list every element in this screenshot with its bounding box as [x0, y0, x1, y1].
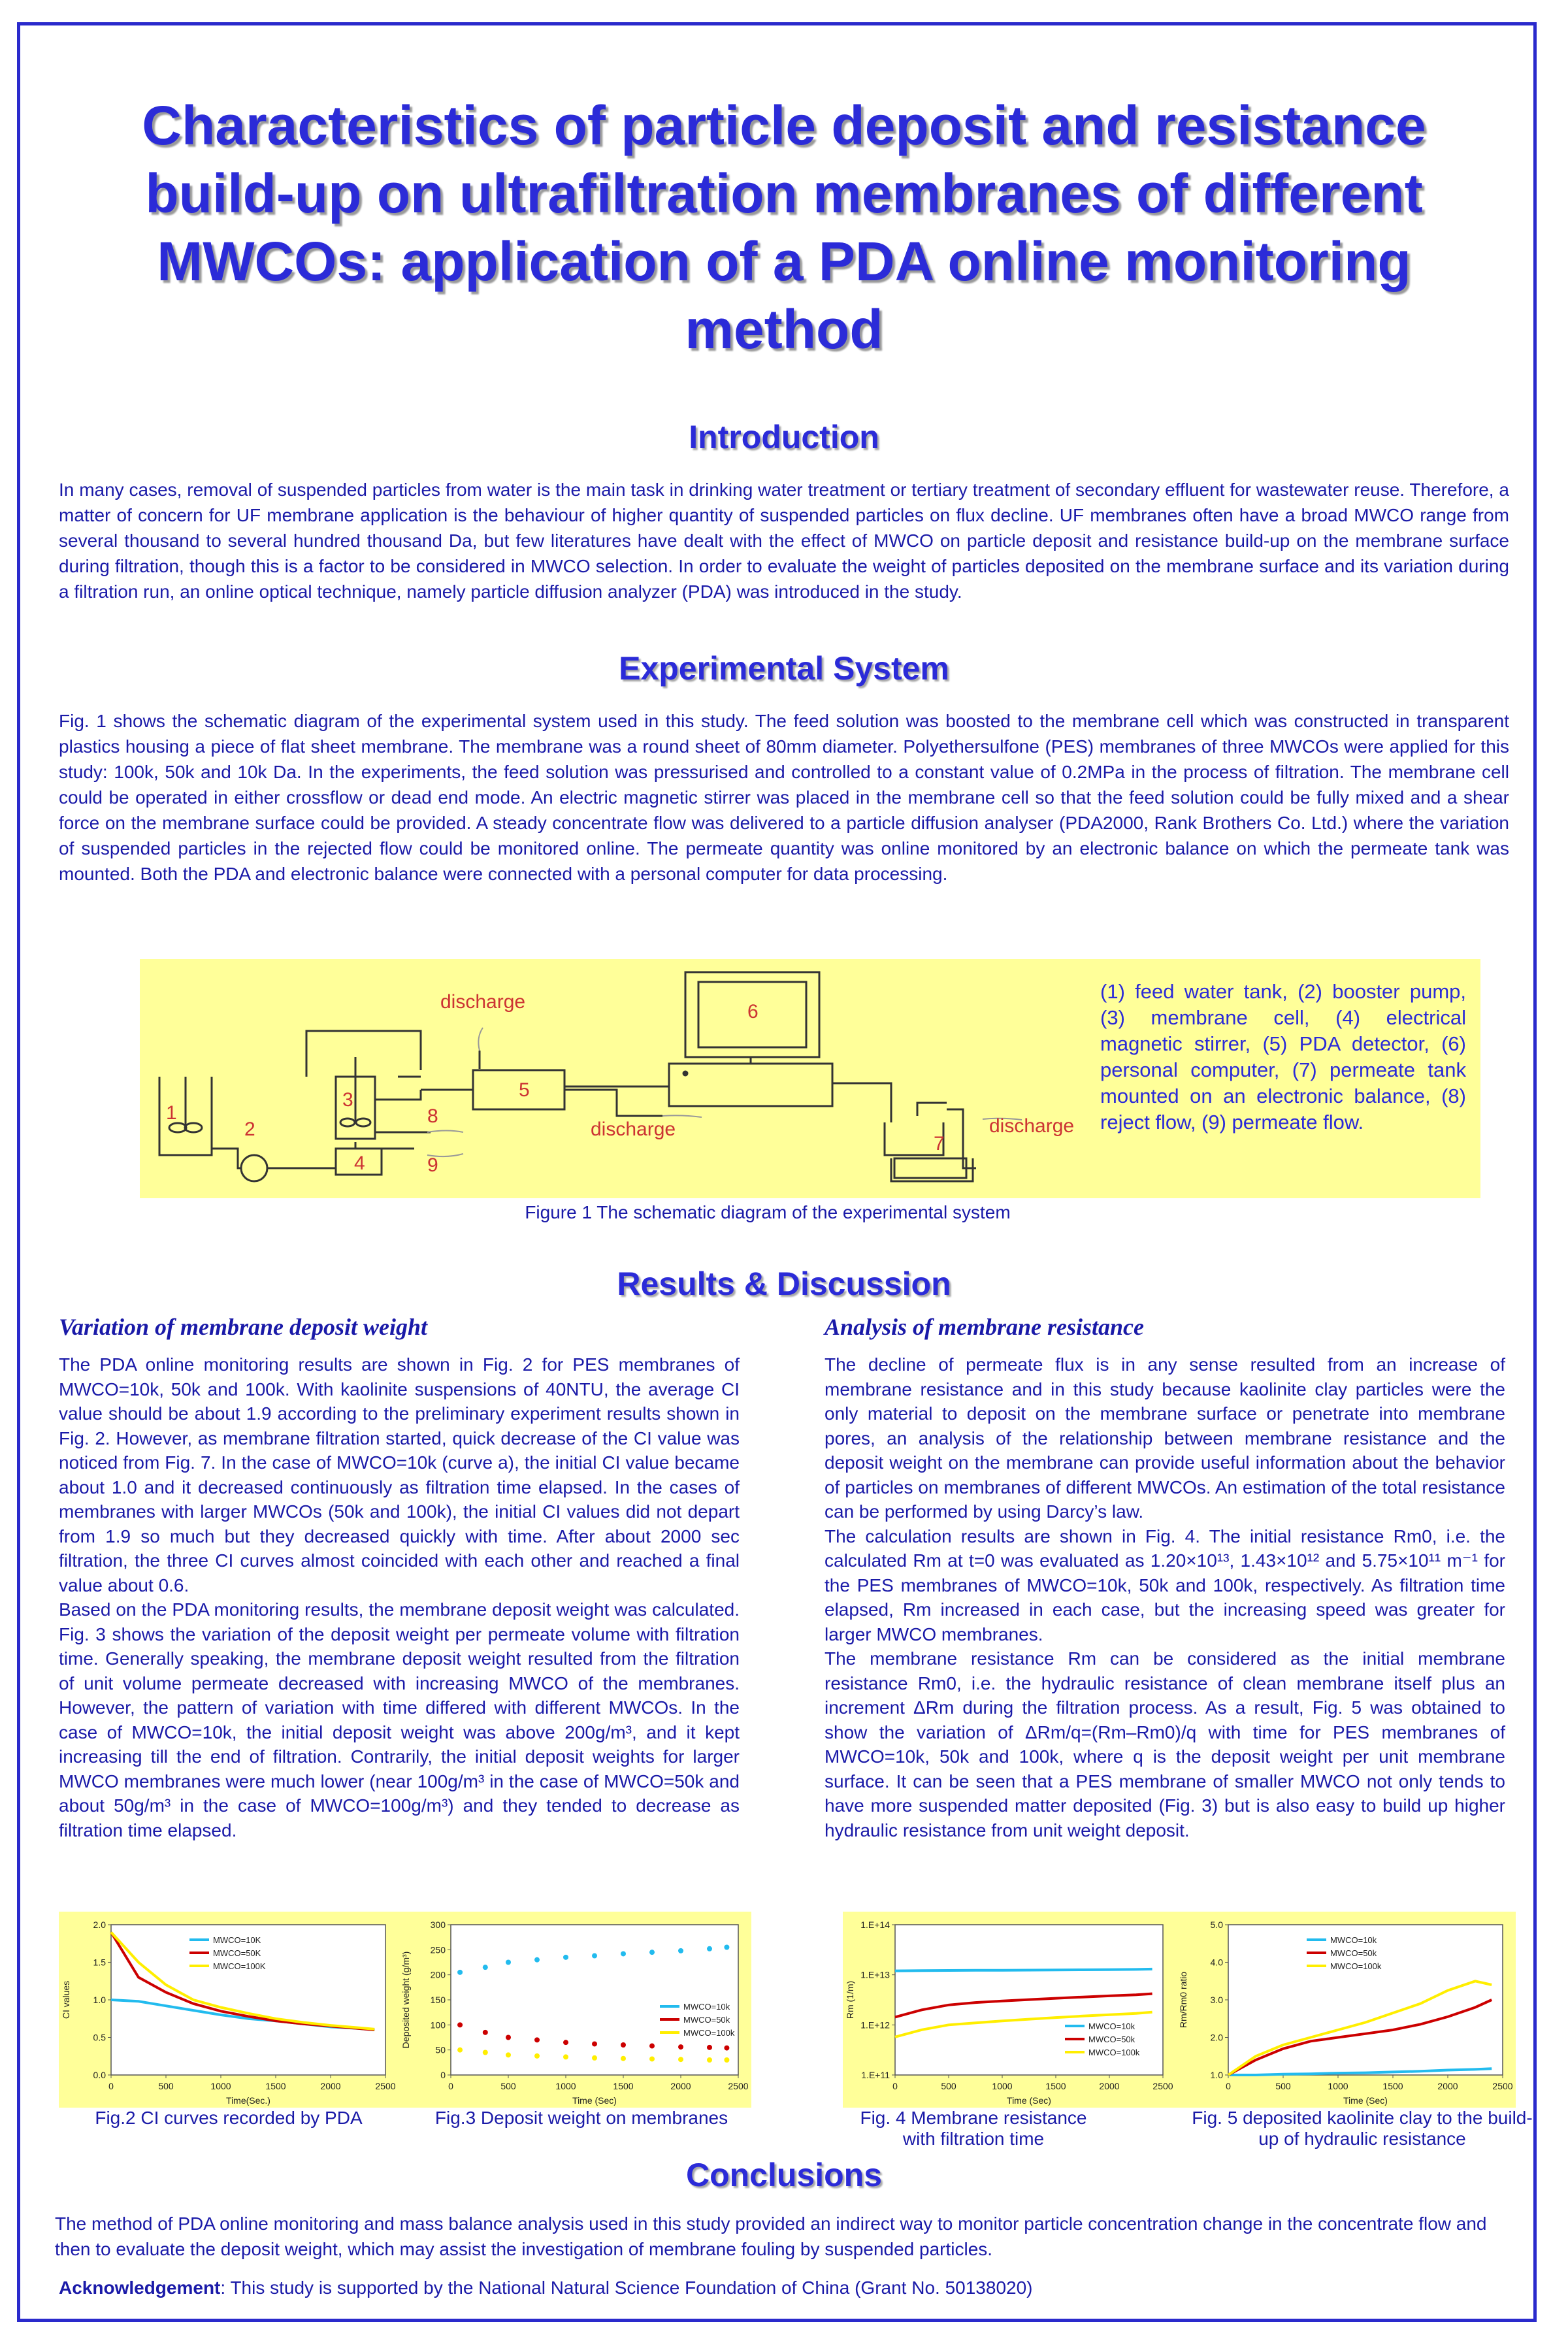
- data-point: [457, 2048, 463, 2053]
- data-point: [707, 2045, 712, 2050]
- x-tick-label: 0: [448, 2081, 453, 2091]
- x-axis-label: Time(Sec.): [226, 2095, 270, 2106]
- plot-area: [451, 1925, 738, 2075]
- y-tick-label: 3.0: [1210, 1995, 1223, 2005]
- y-tick-label: 2.0: [1210, 2032, 1223, 2043]
- fig5-caption: Fig. 5 deposited kaolinite clay to the build-up of hydraulic resistance: [1192, 2108, 1533, 2149]
- data-point: [592, 1953, 597, 1959]
- results-heading: Results & Discussion: [617, 1266, 951, 1302]
- y-tick-label: 1.E+14: [860, 1919, 890, 1930]
- left-text: The PDA online monitoring results are shown in Fig. 2 for PES membranes of MWCO=10k, 50k and 100k. With kaolinite suspensions of 40NTU, the average CI value should be about 1.9 according to the preliminary experiment results shown in Fig. 2. However, as membrane filtration started, quick decrease of the CI value was noticed from Fig. 7. In the case of MWCO=10k (curve a), the initial CI value became about 1.0 and it decreased continuously as filtration time elapsed. In the cases of membranes with larger MWCOs (50k and 100k), the initial CI values did not depart from 1.9 so much but they decreased quickly with time. After about 2000 sec filtration, the three CI curves almost coincided with each other and reached a final value about 0.6. Based on the PDA monitoring results, the membrane deposit weight was calculated. Fig. 3 shows the variation of the deposit weight per permeate volume with filtration time. Generally speaking, the membrane deposit weight resulted from the filtration of unit volume permeate decreased with increasing MWCO of the membranes. However, the pattern of variation with time differed with different MWCOs. In the case of MWCO=10k, the initial deposit weight was above 200g/m³, and it kept increasing till the end of filtration. Contrarily, the initial deposit weights for larger MWCO membranes were much lower (near 100g/m³ in the case of MWCO=50k and about 50g/m³ in the case of MWCO=100g/m³) and they tended to decrease as filtration time elapsed.: [59, 1354, 740, 1840]
- data-point: [483, 2030, 488, 2035]
- x-tick-label: 1000: [1328, 2081, 1348, 2091]
- legend-label: MWCO=10k: [683, 2002, 730, 2012]
- x-tick-label: 0: [108, 2081, 114, 2091]
- discharge-arrow-mid: [662, 1115, 702, 1117]
- data-point: [592, 2055, 597, 2061]
- x-tick-label: 2500: [728, 2081, 749, 2091]
- experimental-heading: Experimental System: [619, 650, 949, 687]
- y-tick-label: 100: [430, 2019, 446, 2031]
- introduction-text: In many cases, removal of suspended particles from water is the main task in drinking water treatment or tertiary treatment of secondary effluent for wastewater reuse. Therefore, a matter of concern for UF membrane application is the behaviour of higher quantity of suspended particles on flux decline. UF membranes often have a broad MWCO range from several thousand to several hundred thousand Da, but few literatures have dealt with the effect of MWCO on particle deposit and resistance build-up on the membrane surface during filtration, though this is a factor to be considered in MWCO selection. In order to evaluate the weight of particles deposited on the membrane surface and its variation during a filtration run, an online optical technique, namely particle diffusion analyzer (PDA) was introduced in the study.: [59, 480, 1509, 602]
- series-line: [895, 1969, 1152, 1971]
- left-subheading: Variation of membrane deposit weight: [59, 1314, 428, 1340]
- y-tick-label: 2.0: [93, 1919, 106, 1930]
- plot-area: [111, 1925, 385, 2075]
- figure1-panel: [140, 959, 1480, 1198]
- y-tick-label: 1.0: [93, 1995, 106, 2005]
- data-point: [678, 1948, 683, 1953]
- y-tick-label: 1.5: [93, 1957, 106, 1968]
- x-tick-label: 1000: [210, 2081, 231, 2091]
- acknowledgement-label: Acknowledgement: [59, 2278, 221, 2298]
- y-tick-label: 300: [430, 1919, 446, 1930]
- data-point: [483, 2050, 488, 2055]
- data-point: [678, 2044, 683, 2050]
- y-tick-label: 250: [430, 1944, 446, 1955]
- legend-label: MWCO=10K: [213, 1935, 261, 1945]
- x-axis-label: Time (Sec): [572, 2095, 617, 2106]
- discharge-right-label: discharge: [989, 1115, 1075, 1137]
- data-point: [592, 2041, 597, 2046]
- data-point: [563, 1955, 568, 1960]
- electronic-balance: [894, 1158, 966, 1178]
- data-point: [707, 2057, 712, 2063]
- data-point: [707, 1946, 712, 1952]
- y-axis-label: Rm/Rm0 ratio: [1178, 1971, 1188, 2029]
- legend-label: MWCO=50k: [683, 2015, 730, 2025]
- label-9: 9: [427, 1154, 438, 1176]
- y-tick-label: 150: [430, 1995, 446, 2005]
- data-point: [649, 2044, 655, 2049]
- label-5: 5: [519, 1079, 530, 1101]
- x-tick-label: 2000: [670, 2081, 691, 2091]
- data-point: [563, 2054, 568, 2059]
- legend-label: MWCO=100K: [213, 1961, 266, 1971]
- y-tick-label: 5.0: [1210, 1919, 1223, 1930]
- y-axis-label: CI values: [61, 1980, 71, 2019]
- x-tick-label: 2000: [1099, 2081, 1120, 2091]
- chart-fig5: [1176, 1912, 1516, 2108]
- y-tick-label: 0.0: [93, 2070, 106, 2080]
- x-tick-label: 500: [158, 2081, 174, 2091]
- acknowledgement: [59, 2275, 1496, 2300]
- y-tick-label: 1.E+11: [861, 2070, 890, 2080]
- data-point: [457, 2022, 463, 2027]
- x-axis-label: Time (Sec): [1343, 2095, 1388, 2106]
- x-tick-label: 1000: [555, 2081, 576, 2091]
- right-text: The decline of permeate flux is in any sense resulted from an increase of membrane resistance and in this study because kaolinite clay particles were the only material to deposit on the membrane surface or penetrate into membrane pores, an analysis of the relationship between membrane resistance and the deposit weight on the membrane can provide useful information about the behavior of particles on membranes of different MWCOs. An estimation of the total resistance can be performed by using Darcy’s law. The calculation results are shown in Fig. 4. The initial resistance Rm0, i.e. the calculated Rm at t=0 was evaluated as 1.20×10¹³, 1.43×10¹² and 5.75×10¹¹ m⁻¹ for the PES membranes of MWCO=10k, 50k and 100k, respectively. As filtration time elapsed, Rm increased in each case, but the increasing speed was greater for larger MWCO membranes. The membrane resistance Rm can be considered as the initial membrane resistance Rm0, i.e. the hydraulic resistance of clean membrane itself plus an increment ΔRm during the filtration process. As a result, Fig. 5 was obtained to show the variation of ΔRm/q=(Rm–Rm0)/q with time for PES membranes of MWCO=10k, 50k and 100k, where q is the deposit weight per unit membrane surface. It can be seen that a PES membrane of smaller MWCO not only tends to have more suspended matter deposited (Fig. 3) but is also easy to build up higher hydraulic resistance from unit weight deposit.: [825, 1354, 1505, 1840]
- x-tick-label: 500: [1275, 2081, 1291, 2091]
- acknowledgement-text: : This study is supported by the National Natural Science Foundation of China (Grant No. 50138020): [220, 2278, 1033, 2298]
- x-tick-label: 2500: [1492, 2081, 1513, 2091]
- data-point: [621, 1951, 626, 1956]
- discharge-arrow-top: [478, 1028, 483, 1051]
- fig4-caption: Fig. 4 Membrane resistance with filtration time: [860, 2108, 1087, 2149]
- right-subheading: Analysis of membrane resistance: [825, 1314, 1145, 1340]
- legend-label: MWCO=50K: [213, 1948, 261, 1958]
- data-point: [506, 2035, 511, 2040]
- x-tick-label: 2000: [320, 2081, 341, 2091]
- x-tick-label: 1500: [1382, 2081, 1403, 2091]
- data-point: [649, 2056, 655, 2061]
- label-3: 3: [342, 1089, 353, 1111]
- data-point: [534, 1957, 540, 1963]
- discharge-mid-label: discharge: [591, 1119, 676, 1140]
- label-1: 1: [166, 1102, 177, 1124]
- label-8: 8: [427, 1105, 438, 1127]
- conclusions-heading: Conclusions: [685, 2157, 883, 2193]
- x-tick-label: 2500: [375, 2081, 396, 2091]
- fig3-caption: Fig.3 Deposit weight on membranes: [434, 2108, 728, 2128]
- legend-label: MWCO=10k: [1088, 2021, 1135, 2031]
- x-tick-label: 500: [941, 2081, 956, 2091]
- fig2-caption: Fig.2 CI curves recorded by PDA: [95, 2108, 363, 2128]
- y-tick-label: 0: [440, 2070, 446, 2080]
- y-axis-label: Rm (1/m): [845, 1980, 855, 2019]
- x-tick-label: 2500: [1152, 2081, 1173, 2091]
- chart-fig3: [399, 1912, 751, 2108]
- data-point: [506, 2052, 511, 2057]
- conclusions-text: The method of PDA online monitoring and mass balance analysis used in this study provided an indirect way to monitor particle concentration change in the concentrate flow and then to evaluate the deposit weight, which may assist the investigation of membrane fouling by suspended particles.: [55, 2213, 1487, 2259]
- legend-label: MWCO=100k: [1330, 1961, 1382, 1971]
- x-tick-label: 0: [892, 2081, 898, 2091]
- data-point: [678, 2057, 683, 2062]
- data-point: [534, 2053, 540, 2059]
- data-point: [506, 1960, 511, 1965]
- x-tick-label: 500: [500, 2081, 516, 2091]
- legend-label: MWCO=100k: [683, 2028, 735, 2038]
- reject-flow-arrow: [427, 1131, 463, 1133]
- data-point: [457, 1970, 463, 1975]
- booster-pump: [241, 1155, 267, 1181]
- x-tick-label: 2000: [1437, 2081, 1458, 2091]
- label-2: 2: [244, 1119, 255, 1140]
- x-tick-label: 0: [1226, 2081, 1231, 2091]
- data-point: [724, 1945, 729, 1950]
- label-4: 4: [354, 1152, 365, 1174]
- experimental-text: Fig. 1 shows the schematic diagram of the experimental system used in this study. The feed solution was boosted to the membrane cell which was constructed in transparent plastics housing a piece of flat sheet membrane. The membrane was a round sheet of 80mm diameter. Polyethersulfone (PES) membranes of three MWCOs were applied for this study: 100k, 50k and 10k Da. In the experiments, the feed solution was pressurised and controlled to a constant value of 0.2MPa in the process of filtration. The membrane cell could be operated in either crossflow or dead end mode. An electric magnetic stirrer was placed in the membrane cell so that the feed solution could be fully mixed and a shear force on the membrane surface could be provided. A steady concentrate flow was delivered to a particle diffusion analyser (PDA2000, Rank Brothers Co. Ltd.) where the variation of suspended particles in the rejected flow could be monitored online. The permeate quantity was online monitored by an electronic balance on which the permeate tank was mounted. Both the PDA and electronic balance were connected with a personal computer for data processing.: [59, 711, 1509, 884]
- y-tick-label: 0.5: [93, 2032, 106, 2043]
- data-point: [621, 2056, 626, 2061]
- data-point: [649, 1950, 655, 1955]
- plot-area: [1228, 1925, 1503, 2075]
- charts-left-panel: [59, 1912, 751, 2108]
- y-tick-label: 1.E+12: [860, 2019, 890, 2031]
- x-tick-label: 1000: [992, 2081, 1013, 2091]
- x-axis-label: Time (Sec): [1007, 2095, 1051, 2106]
- y-tick-label: 50: [435, 2044, 446, 2055]
- label-7: 7: [934, 1133, 945, 1154]
- data-point: [724, 2057, 729, 2063]
- data-point: [534, 2037, 540, 2042]
- y-tick-label: 200: [430, 1969, 446, 1980]
- discharge-top-label: discharge: [440, 991, 526, 1013]
- legend-label: MWCO=10k: [1330, 1935, 1377, 1945]
- legend-label: MWCO=50k: [1330, 1948, 1377, 1958]
- legend-label: MWCO=50k: [1088, 2034, 1135, 2044]
- y-tick-label: 1.0: [1210, 2070, 1223, 2080]
- y-axis-label: Deposited weight (g/m³): [400, 1951, 411, 2049]
- data-point: [483, 1965, 488, 1970]
- x-tick-label: 1500: [265, 2081, 286, 2091]
- legend-label: MWCO=100k: [1088, 2048, 1140, 2057]
- x-tick-label: 1500: [613, 2081, 634, 2091]
- label-6: 6: [747, 1001, 759, 1022]
- charts-right-panel: [843, 1912, 1516, 2108]
- y-tick-label: 1.E+13: [860, 1969, 890, 1980]
- y-tick-label: 4.0: [1210, 1957, 1223, 1968]
- schematic-diagram: [140, 959, 1120, 1198]
- data-point: [563, 2040, 568, 2045]
- data-point: [621, 2042, 626, 2048]
- introduction-heading: Introduction: [689, 419, 879, 455]
- x-tick-label: 1500: [1045, 2081, 1066, 2091]
- data-point: [724, 2046, 729, 2051]
- figure1-caption: Figure 1 The schematic diagram of the experimental system: [525, 1202, 1011, 1222]
- figure1-legend: (1) feed water tank, (2) booster pump, (3) membrane cell, (4) electrical magnetic stirrer, (5) PDA detector, (6) personal computer, (7) permeate tank mounted on an electronic balance, (8) reject flow, (9) permeate flow.: [1100, 980, 1466, 1134]
- chart-fig4: [843, 1912, 1176, 2108]
- chart-fig2: [59, 1912, 399, 2108]
- poster-title: Characteristics of particle deposit and resistance build-up on ultrafiltration membranes of different MWCOs: application of a PDA online monitoring method: [142, 95, 1426, 360]
